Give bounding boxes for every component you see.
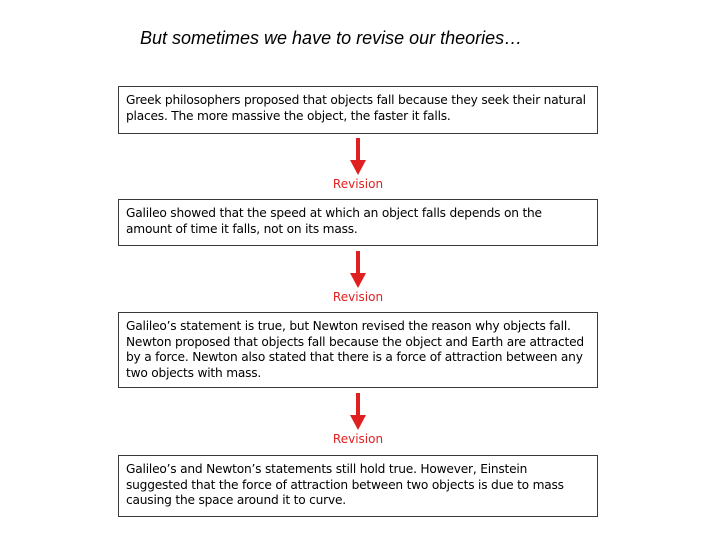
slide-title: But sometimes we have to revise our theories… — [140, 28, 523, 48]
revision-label: Revision — [332, 432, 384, 446]
theory-box-galileo: Galileo showed that the speed at which an object falls depends on the amount of time it falls, not on its mass. — [118, 199, 598, 246]
down-arrow-icon — [348, 138, 368, 176]
revision-label: Revision — [332, 290, 384, 304]
revision-connector — [318, 251, 398, 304]
down-arrow-icon — [348, 251, 368, 289]
revision-connector — [318, 138, 398, 191]
theory-box-greek: Greek philosophers proposed that objects fall because they seek their natural places. The more massive the object, the faster it falls. — [118, 86, 598, 134]
revision-label: Revision — [332, 177, 384, 191]
theory-box-newton: Galileo’s statement is true, but Newton revised the reason why objects fall. Newton proposed that objects fall because the object and Earth are attracted by a force. Newton also stated that there is a force of attraction between any two objects with mass. — [118, 312, 598, 388]
theory-box-einstein: Galileo’s and Newton’s statements still hold true. However, Einstein suggested that the force of attraction between two objects is due to mass causing the space around it to curve. — [118, 455, 598, 517]
down-arrow-icon — [348, 393, 368, 431]
revision-connector — [318, 393, 398, 446]
